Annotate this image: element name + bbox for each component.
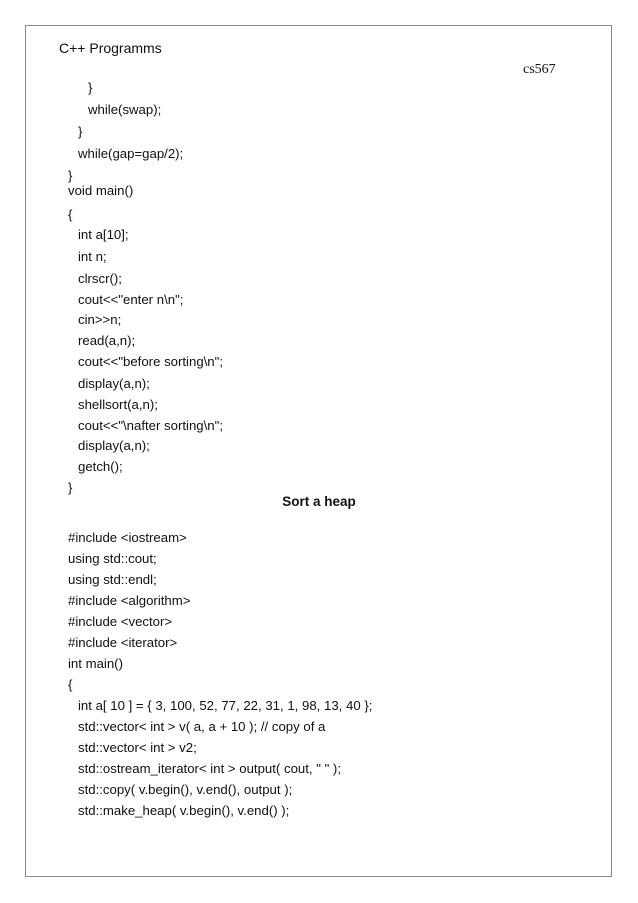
code-line: display(a,n); — [78, 376, 150, 391]
code-line: std::vector< int > v2; — [78, 740, 197, 755]
code-line: cout<<"before sorting\n"; — [78, 354, 223, 369]
code-line: #include <vector> — [68, 614, 173, 629]
code-line: std::copy( v.begin(), v.end(), output ); — [78, 782, 293, 797]
code-line: #include <algorithm> — [68, 593, 191, 608]
code-line: std::ostream_iterator< int > output( cout, " " ); — [78, 761, 341, 776]
code-line: clrscr(); — [78, 271, 122, 286]
code-line: shellsort(a,n); — [78, 397, 158, 412]
code-line: int a[10]; — [78, 227, 129, 242]
code-line: } — [78, 124, 83, 139]
code-line: } — [68, 480, 73, 495]
code-line: { — [68, 207, 73, 222]
code-line: cout<<"\nafter sorting\n"; — [78, 418, 223, 433]
code-line: #include <iterator> — [68, 635, 178, 650]
code-line: int a[ 10 ] = { 3, 100, 52, 77, 22, 31, 1, 98, 13, 40 }; — [78, 698, 373, 713]
code-line: using std::endl; — [68, 572, 157, 587]
code-line: cin>>n; — [78, 312, 122, 327]
code-line: } — [88, 80, 93, 95]
section-heading: Sort a heap — [282, 494, 356, 509]
code-line: while(gap=gap/2); — [78, 146, 184, 161]
code-line: cout<<"enter n\n"; — [78, 292, 184, 307]
code-line: display(a,n); — [78, 438, 150, 453]
code-line: using std::cout; — [68, 551, 157, 566]
code-line: while(swap); — [88, 102, 162, 117]
header-title: C++ Programms — [59, 40, 162, 56]
code-line: void main() — [68, 183, 134, 198]
code-line: #include <iostream> — [68, 530, 187, 545]
code-line: } — [68, 168, 73, 183]
code-line: int main() — [68, 656, 123, 671]
code-line: read(a,n); — [78, 333, 136, 348]
code-line: std::make_heap( v.begin(), v.end() ); — [78, 803, 290, 818]
code-line: getch(); — [78, 459, 123, 474]
code-line: std::vector< int > v( a, a + 10 ); // copy of a — [78, 719, 326, 734]
code-line: { — [68, 677, 73, 692]
code-line: int n; — [78, 249, 107, 264]
header-doc-id: cs567 — [523, 62, 556, 77]
